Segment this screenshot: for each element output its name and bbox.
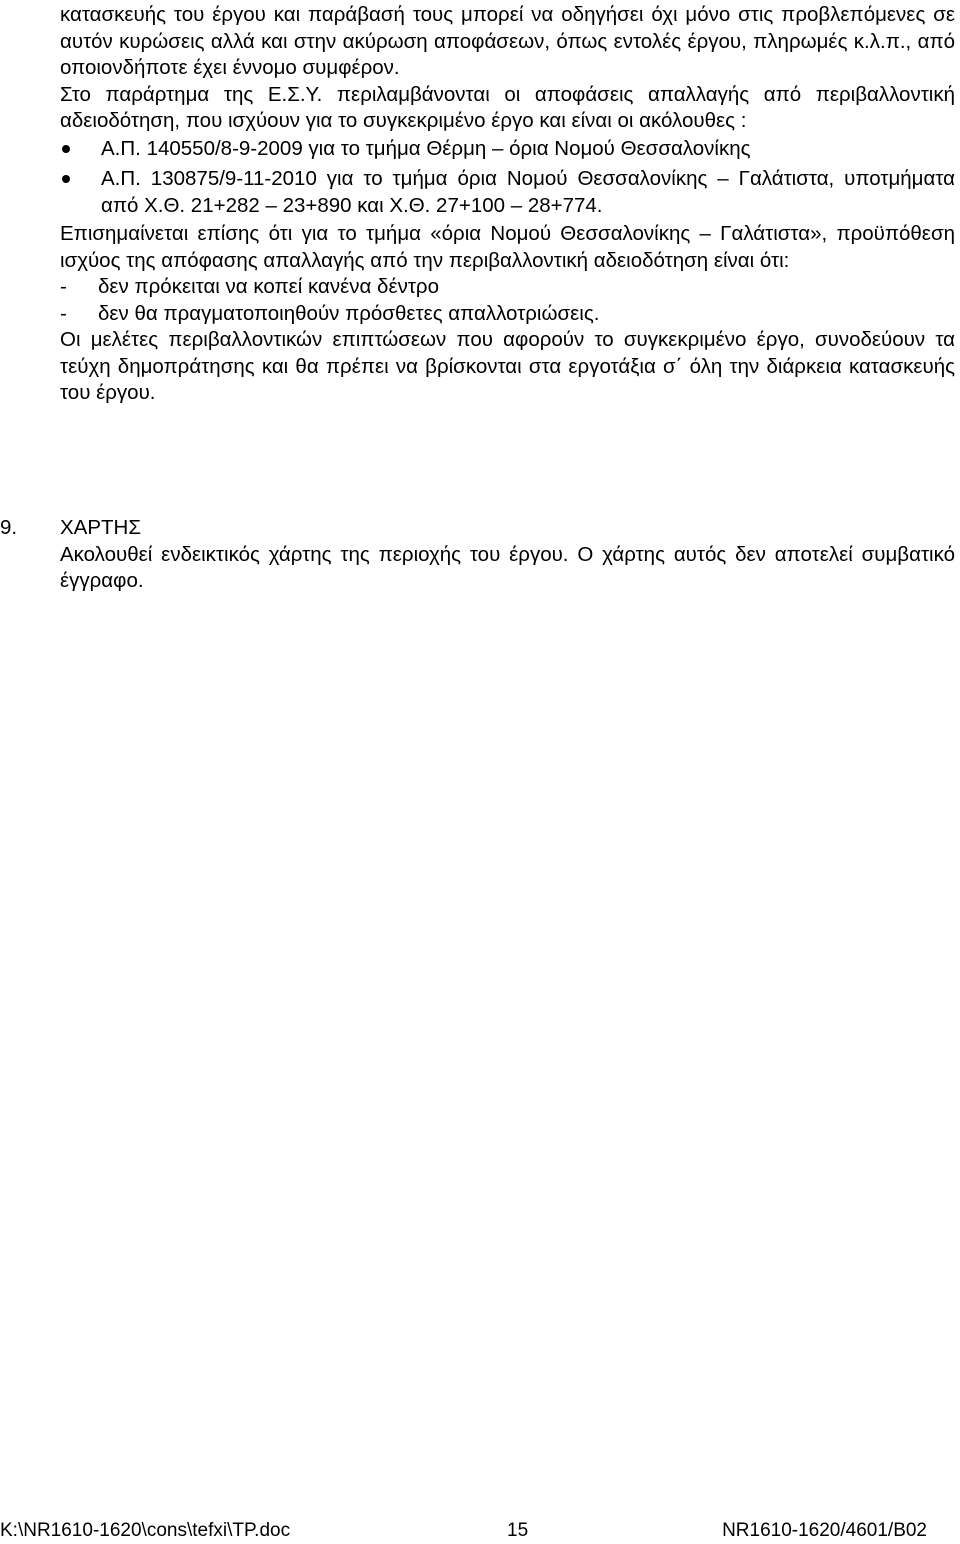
document-page bbox=[60, 0, 955, 407]
conditions-dash-list bbox=[60, 274, 955, 327]
footer-document-code: NR1610-1620/4601/B02 bbox=[722, 1520, 927, 1541]
section-title: ΧΑΡΤΗΣ bbox=[60, 516, 142, 539]
section-map bbox=[0, 515, 955, 595]
list-item bbox=[60, 274, 955, 301]
bullet-icon bbox=[62, 145, 70, 153]
section-text: Ακολουθεί ενδεικτικός χάρτης της περιοχής του έργου. Ο χάρτης αυτός δεν αποτελεί συμβατικό έγγραφο. bbox=[60, 542, 955, 592]
section-heading bbox=[0, 515, 955, 542]
bullet-text: Α.Π. 130875/9-11-2010 για το τμήμα όρια Νομού Θεσσαλονίκης – Γαλάτιστα, υποτμήματα από Χ.Θ. 21+282 – 23+890 και Χ.Θ. 27+100 – 28+774. bbox=[101, 167, 955, 217]
footer-page-number: 15 bbox=[507, 1520, 529, 1541]
decision-bullet-list bbox=[60, 136, 955, 220]
dash-mark: - bbox=[60, 301, 67, 325]
dash-text: δεν πρόκειται να κοπεί κανένα δέντρο bbox=[98, 275, 439, 298]
list-item bbox=[60, 301, 955, 328]
section-number: 9. bbox=[0, 516, 18, 539]
dash-text: δεν θα πραγματοποιηθούν πρόσθετες απαλλοτριώσεις. bbox=[98, 301, 600, 325]
dash-mark: - bbox=[60, 275, 67, 298]
paragraph-consequences: κατασκευής του έργου και παράβασή τους μπορεί να οδηγήσει όχι μόνο στις προβλεπόμενες σε αυτόν κυρώσεις αλλά και στην ακύρωση αποφάσεων, όπως εντολές έργου, πληρωμές κ.λ.π., από οποιονδήποτε έχει έννομο συμφέρον. bbox=[60, 3, 955, 79]
bullet-text: Α.Π. 140550/8-9-2009 για το τμήμα Θέρμη – όρια Νομού Θεσσαλονίκης bbox=[101, 136, 751, 160]
page-footer bbox=[0, 1518, 960, 1544]
list-item bbox=[60, 166, 955, 219]
paragraph-impact-studies: Οι μελέτες περιβαλλοντικών επιπτώσεων που αφορούν το συγκεκριμένο έργο, συνοδεύουν τα τεύχη δημοπράτησης και θα πρέπει να βρίσκονται στα εργοτάξια σ΄ όλη την διάρκεια κατασκευής του έργου. bbox=[60, 328, 955, 404]
paragraph-annex-decisions: Στο παράρτημα της Ε.Σ.Υ. περιλαμβάνονται οι αποφάσεις απαλλαγής από περιβαλλοντική αδειοδότηση, που ισχύουν για το συγκεκριμένο έργο και είναι οι ακόλουθες : bbox=[60, 82, 955, 132]
bullet-icon bbox=[62, 175, 70, 183]
paragraph-conditions: Επισημαίνεται επίσης ότι για το τμήμα «όρια Νομού Θεσσαλονίκης – Γαλάτιστα», προϋπόθεση ισχύος της απόφασης απαλλαγής από την περιβαλλοντική αδειοδότηση είναι ότι: bbox=[60, 222, 955, 272]
footer-file-path: K:\NR1610-1620\cons\tefxi\TP.doc bbox=[0, 1520, 291, 1541]
list-item bbox=[60, 136, 955, 163]
